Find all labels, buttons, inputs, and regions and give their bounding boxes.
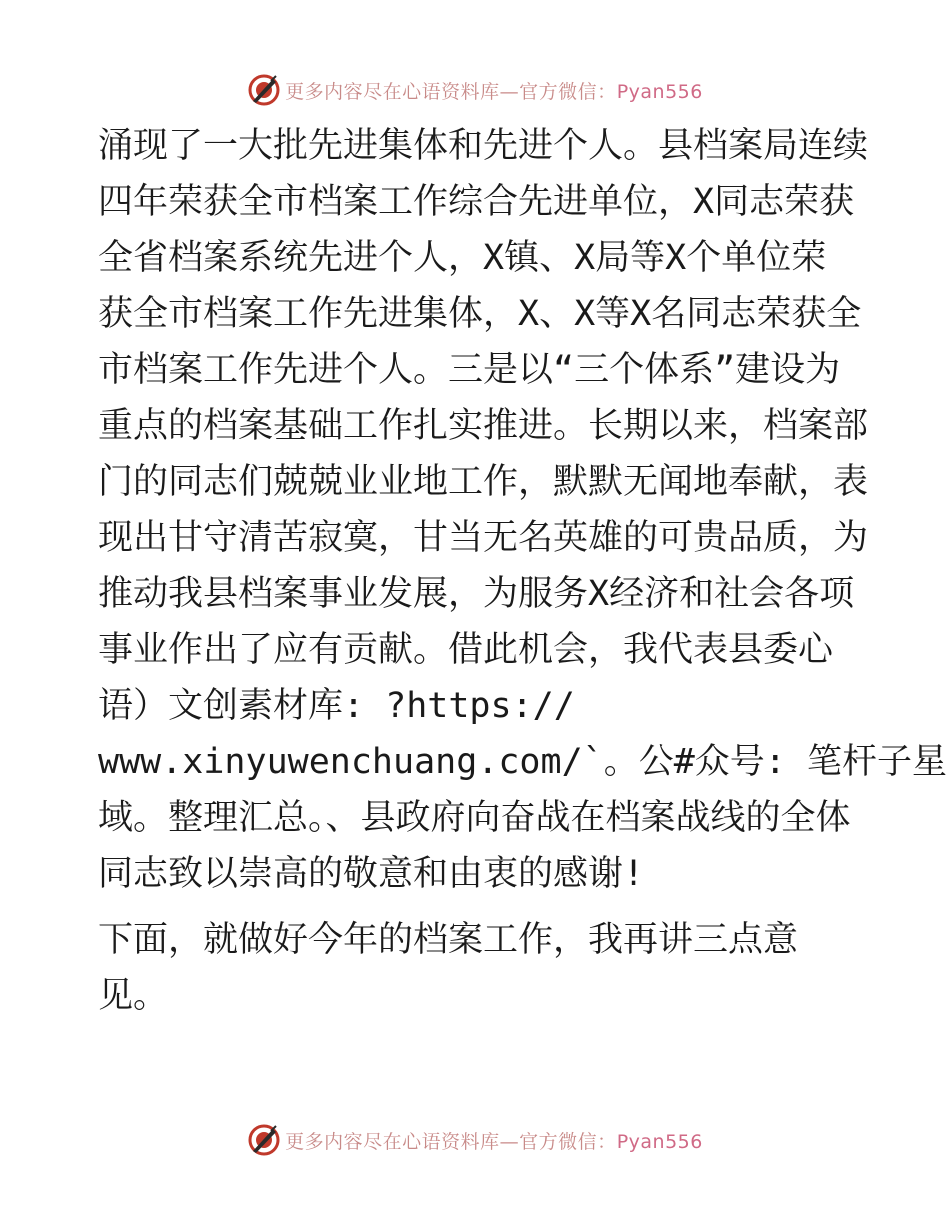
banner-main: 更多内容尽在心语资料库	[285, 1130, 500, 1153]
text-line: 推动我县档案事业发展，为服务X经济和社会各项	[98, 574, 855, 614]
banner-dash: —	[499, 1130, 520, 1153]
text-line: 域。整理汇总。、县政府向奋战在档案战线的全体	[98, 798, 851, 838]
text-line: 语）文创素材库: ?https://	[98, 686, 575, 726]
banner-dash: —	[499, 80, 520, 103]
quill-seal-icon	[247, 1123, 281, 1157]
text-line: 获全市档案工作先进集体，X、X等X名同志荣获全	[98, 294, 862, 334]
text-line: 现出甘守清苦寂寞，甘当无名英雄的可贵品质，为	[98, 518, 869, 558]
banner-id: Pyan556	[616, 1130, 703, 1153]
text-line: 事业作出了应有贡献。借此机会，我代表县委心	[98, 630, 834, 670]
text-line: www.xinyuwenchuang.com/`。公#众号: 笔杆子星	[98, 742, 947, 782]
text-line: 门的同志们兢兢业业地工作，默默无闻地奉献，表	[98, 462, 869, 502]
header-banner	[0, 70, 950, 110]
banner-id: Pyan556	[616, 80, 703, 103]
footer-banner	[0, 1120, 950, 1160]
banner-official: 官方微信：	[519, 80, 617, 103]
banner-text	[285, 77, 703, 104]
text-line: 重点的档案基础工作扎实推进。长期以来，档案部	[98, 406, 869, 446]
document-body	[98, 118, 947, 1024]
banner-main: 更多内容尽在心语资料库	[285, 80, 500, 103]
text-line: 市档案工作先进个人。三是以“三个体系”建设为	[98, 350, 841, 390]
text-line: 见。	[98, 976, 169, 1016]
text-line: 涌现了一大批先进集体和先进个人。县档案局连续	[98, 126, 869, 166]
text-line: 下面，就做好今年的档案工作，我再讲三点意	[98, 920, 799, 960]
text-line: 四年荣获全市档案工作综合先进单位，X同志荣获	[98, 182, 855, 222]
text-line: 同志致以崇高的敬意和由衷的感谢!	[98, 854, 645, 894]
text-line: 全省档案系统先进个人，X镇、X局等X个单位荣	[98, 238, 827, 278]
banner-text	[285, 1127, 703, 1154]
banner-official: 官方微信：	[519, 1130, 617, 1153]
paragraph-gap	[98, 902, 858, 912]
quill-seal-icon	[247, 73, 281, 107]
